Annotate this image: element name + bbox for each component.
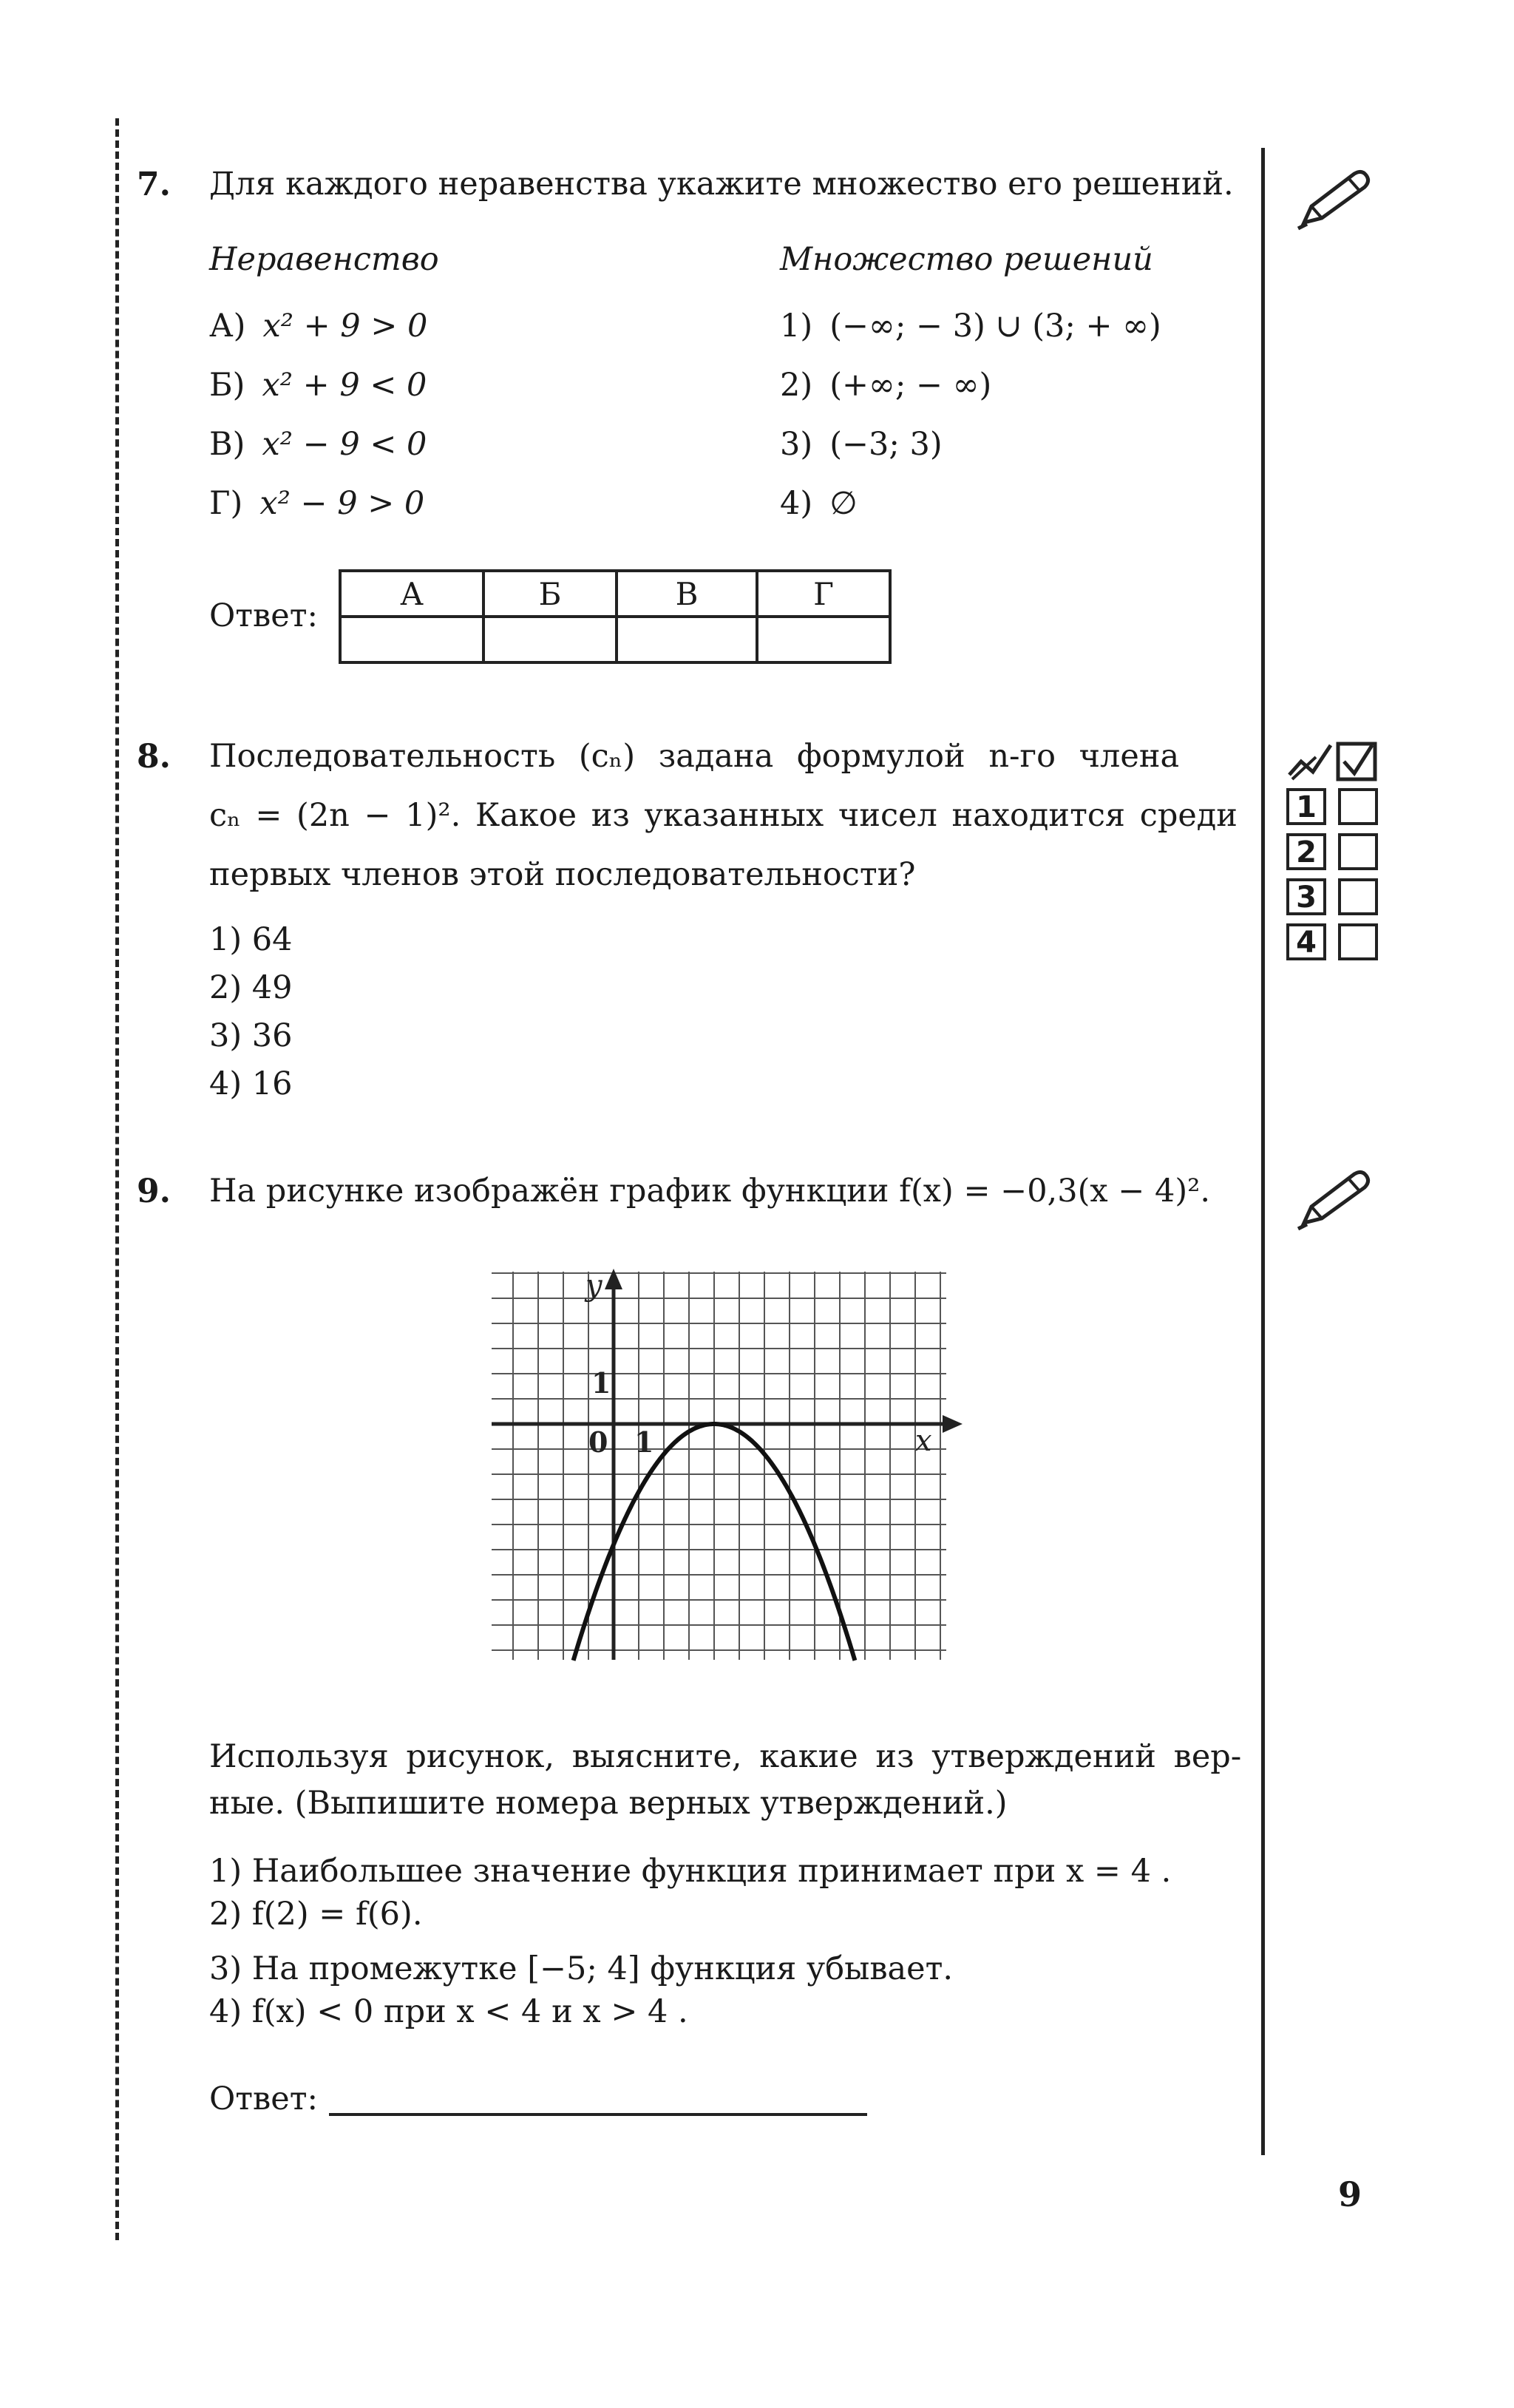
- q7-table-header-b: Б: [483, 571, 617, 617]
- q7-solution-2: 2) (+∞; − ∞): [780, 367, 992, 404]
- q8-option-2: 2) 49: [209, 969, 293, 1006]
- q7-answer-cell-b[interactable]: [483, 617, 617, 662]
- q9-instruction-line-1: Используя рисунок, выясните, какие из утверждений вер-: [209, 1738, 1242, 1775]
- q7-table-header-a: А: [340, 571, 483, 617]
- axis-x-label: x: [915, 1424, 932, 1458]
- choice-box-label-2: 2: [1286, 833, 1326, 870]
- q8-option-4: 4) 16: [209, 1065, 293, 1102]
- page-number: 9: [1338, 2174, 1362, 2214]
- q7-answer-table: [339, 569, 892, 664]
- q9-statement-1: 1) Наибольшее значение функция принимает при x = 4 .: [209, 1853, 1172, 1890]
- q9-text: На рисунке изображён график функции f(x) = −0,3(x − 4)².: [209, 1173, 1211, 1210]
- q8-line-3: первых членов этой последовательности?: [209, 856, 916, 893]
- q7-col-right-header: Множество решений: [780, 241, 1153, 278]
- q9-statement-4: 4) f(x) < 0 при x < 4 и x > 4 .: [209, 1993, 688, 2030]
- q7-inequality-v: В) x² − 9 < 0: [209, 426, 427, 463]
- q7-col-left-header: Неравенство: [209, 241, 439, 278]
- q7-inequality-a: А) x² + 9 > 0: [209, 308, 428, 345]
- q9-statement-2: 2) f(2) = f(6).: [209, 1896, 423, 1933]
- q9-statement-3: 3) На промежутке [−5; 4] функция убывает.: [209, 1950, 954, 1987]
- q8-line-2: cₙ = (2n − 1)². Какое из указанных чисел находится среди: [209, 797, 1238, 834]
- graph-axes: [492, 1269, 963, 1660]
- unit-y-label: 1: [591, 1366, 611, 1400]
- q8-number: 8.: [137, 738, 171, 776]
- q7-text: Для каждого неравенства укажите множество его решений.: [209, 166, 1234, 203]
- q9-answer-field[interactable]: [329, 2113, 867, 2116]
- cut-line: [115, 118, 119, 2240]
- origin-label: 0: [588, 1425, 608, 1459]
- function-graph: [473, 1257, 976, 1671]
- q9-instruction-line-2: ные. (Выпишите номера верных утверждений.): [209, 1785, 1008, 1822]
- pen-icon: [1294, 1167, 1375, 1233]
- q9-answer-label: Ответ:: [209, 2080, 318, 2117]
- q7-solution-3: 3) (−3; 3): [780, 426, 943, 463]
- choice-box-label-1: 1: [1286, 788, 1326, 825]
- choice-box-3[interactable]: [1338, 878, 1378, 915]
- pen-icon: [1294, 166, 1375, 233]
- q7-table-header-g: Г: [757, 571, 890, 617]
- choice-box-label-4: 4: [1286, 923, 1326, 960]
- q7-solution-4: 4) ∅: [780, 485, 858, 522]
- unit-x-label: 1: [634, 1425, 654, 1459]
- q7-solution-1: 1) (−∞; − 3) ∪ (3; + ∞): [780, 308, 1161, 345]
- q7-inequality-b: Б) x² + 9 < 0: [209, 367, 427, 404]
- choice-box-4[interactable]: [1338, 923, 1378, 960]
- graph-grid: [492, 1272, 946, 1660]
- q7-number: 7.: [137, 166, 171, 203]
- q7-answer-cell-v[interactable]: [617, 617, 757, 662]
- axis-y-label: y: [585, 1269, 602, 1303]
- choice-mark-icon: [1286, 739, 1382, 787]
- margin-divider: [1261, 148, 1265, 2155]
- q9-number: 9.: [137, 1173, 171, 1210]
- choice-box-label-3: 3: [1286, 878, 1326, 915]
- q8-option-1: 1) 64: [209, 921, 293, 958]
- q7-answer-label: Ответ:: [209, 597, 318, 634]
- q7-answer-cell-a[interactable]: [340, 617, 483, 662]
- choice-box-1[interactable]: [1338, 788, 1378, 825]
- q7-answer-cell-g[interactable]: [757, 617, 890, 662]
- q8-line-1: Последовательность (cₙ) задана формулой n-го члена: [209, 738, 1180, 775]
- q7-table-header-v: В: [617, 571, 757, 617]
- q8-option-3: 3) 36: [209, 1017, 293, 1054]
- q7-inequality-g: Г) x² − 9 > 0: [209, 485, 425, 522]
- choice-box-2[interactable]: [1338, 833, 1378, 870]
